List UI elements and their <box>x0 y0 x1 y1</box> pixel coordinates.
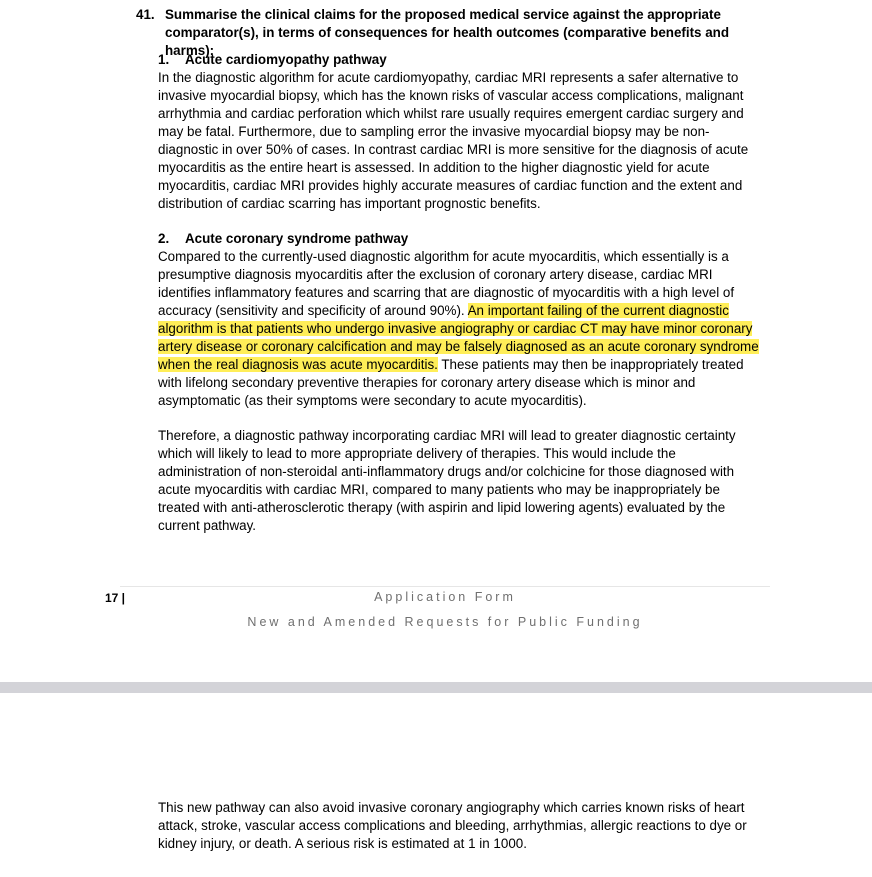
section-heading <box>158 230 762 248</box>
next-page-paragraph <box>158 799 762 853</box>
section-body: In the diagnostic algorithm for acute cardiomyopathy, cardiac MRI represents a safer alternative to invasive myocardial biopsy, which has the known risks of vascular access complications, malignant arrhythmia and cardiac perforation which whilst rare usually requires emergent cardiac surgery and may be fatal. Furthermore, due to sampling error the invasive myocardial biopsy may be non-diagnostic in over 50% of cases. In contrast cardiac MRI is more sensitive for the diagnosis of acute myocarditis as the entire heart is assessed. In addition to the higher diagnostic yield for acute myocarditis, cardiac MRI provides highly accurate measures of cardiac function and the extent and distribution of cardiac scarring has important prognostic benefits. <box>158 70 749 211</box>
question-number: 41. <box>136 7 155 22</box>
highlighted-text: An important failing of the current diagnostic algorithm is that patients who undergo invasive angiography or cardiac CT may have minor coronary artery disease or coronary calcification and may be falsely diagnosed as an acute coronary syndrome when the real diagnosis was acute myocarditis. <box>158 303 759 372</box>
body-text-continued: These patients may then be inappropriately treated with lifelong secondary preventive therapies for coronary artery disease which is minor and asymptomatic (as their symptoms were secondary to acute myocarditis). <box>158 357 744 408</box>
section-acute-coronary-syndrome <box>158 230 762 410</box>
next-page-body: This new pathway can also avoid invasive coronary angiography which carries known risks of heart attack, stroke, vascular access complications and bleeding, arrhythmias, allergic reactions to dye or kidney injury, or death. A serious risk is estimated at 1 in 1000. <box>158 800 747 851</box>
section-body <box>158 248 762 410</box>
section-heading <box>158 51 762 69</box>
footer-divider <box>120 586 770 587</box>
body-text: Compared to the currently-used diagnostic algorithm for acute myocarditis, which essentially is a presumptive diagnosis myocarditis after the exclusion of coronary artery disease, cardiac MRI identifies inflammatory features and scarring that are diagnostic of myocarditis with a high level of accuracy (sensitivity and specificity of around 90%). <box>158 249 735 318</box>
page-separator <box>0 682 872 693</box>
page-number: 17 | <box>105 591 126 605</box>
footer-form-title: Application Form <box>374 590 516 604</box>
footer-form-subtitle: New and Amended Requests for Public Funding <box>247 615 643 629</box>
section-number: 2. <box>158 231 170 246</box>
conclusion-paragraph <box>158 427 762 535</box>
question-text: Summarise the clinical claims for the proposed medical service against the appropriate comparator(s), in terms of consequences for health outcomes (comparative benefits and harms): <box>165 7 730 58</box>
section-number: 1. <box>158 52 170 67</box>
section-acute-cardiomyopathy <box>158 51 762 213</box>
section-title: Acute cardiomyopathy pathway <box>185 52 387 67</box>
section-title: Acute coronary syndrome pathway <box>185 231 409 246</box>
conclusion-body: Therefore, a diagnostic pathway incorporating cardiac MRI will lead to greater diagnostic certainty which will likely to lead to more appropriate delivery of therapies. This would include the administration of non-steroidal anti-inflammatory drugs and/or colchicine for those diagnosed with acute myocarditis with cardiac MRI, compared to many patients who may be inappropriately be treated with anti-atherosclerotic therapy (with aspirin and lipid lowering agents) evaluated by the current pathway. <box>158 428 736 533</box>
